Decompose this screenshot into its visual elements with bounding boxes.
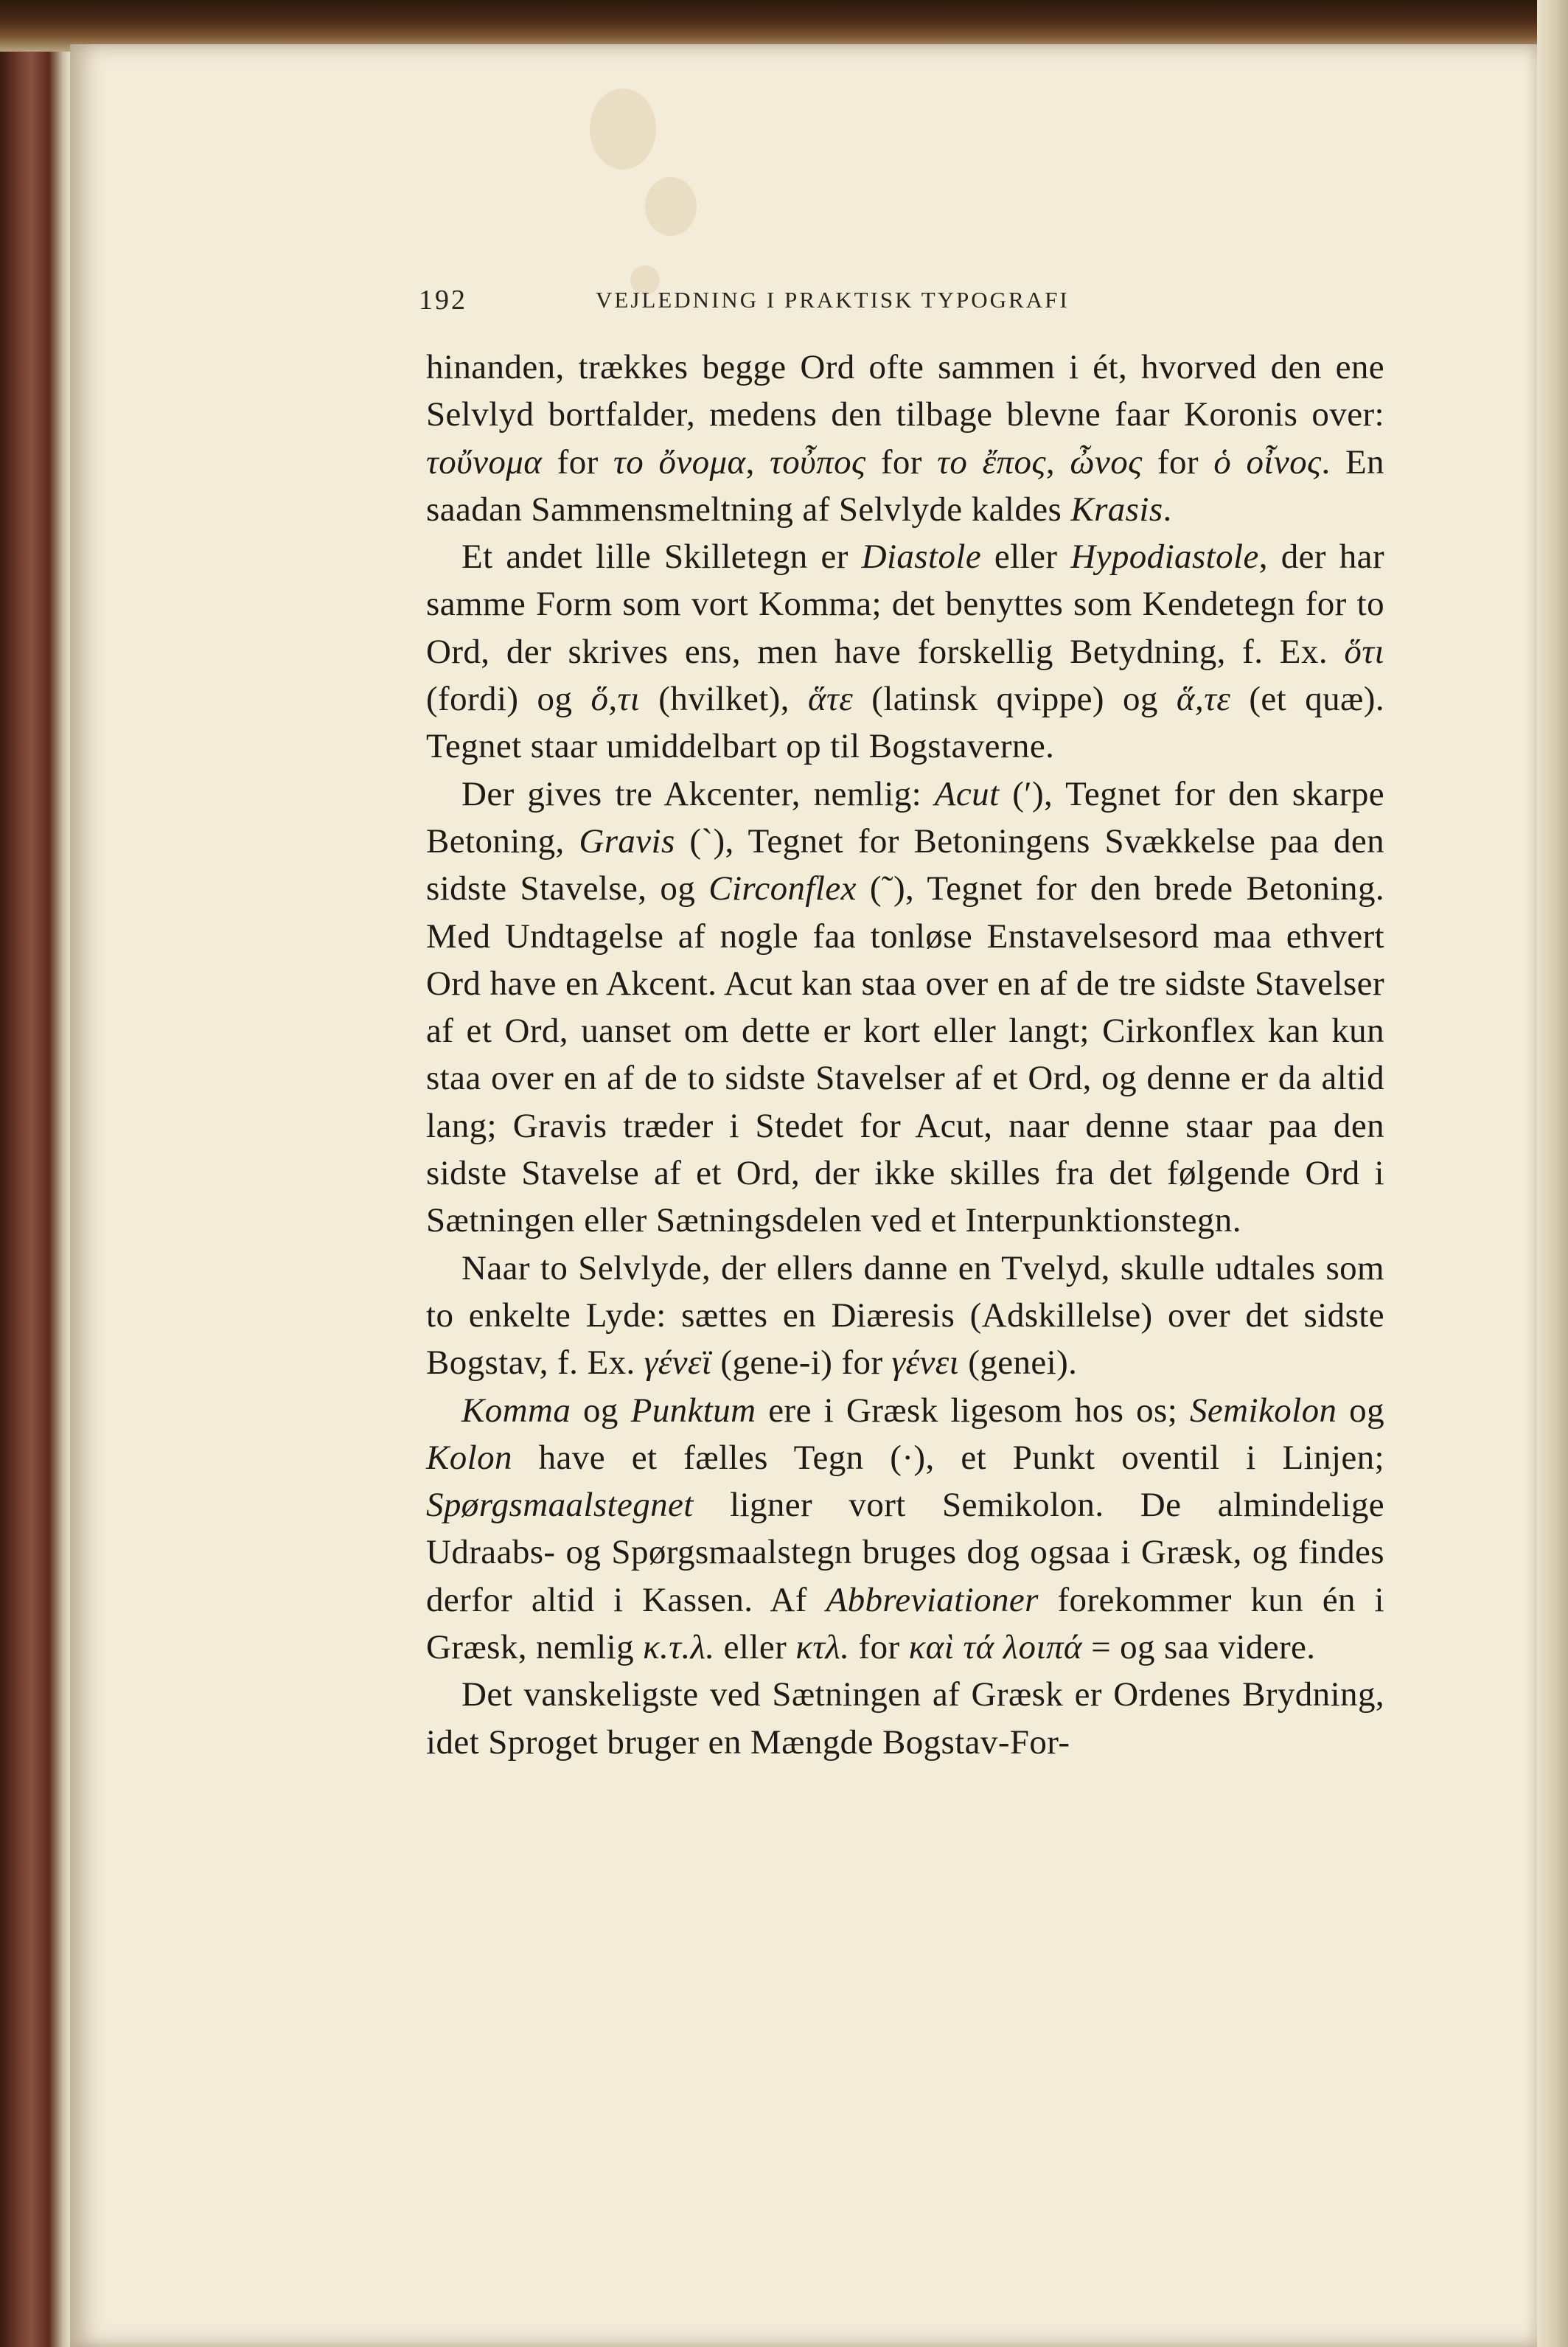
italic-text-run: γένει — [891, 1343, 960, 1383]
text-run: . — [1163, 490, 1172, 529]
text-run: , — [1045, 442, 1070, 481]
text-run: , — [745, 442, 770, 481]
italic-text-run: ὁ οἶνος — [1213, 442, 1322, 481]
italic-text-run: Komma — [461, 1391, 571, 1430]
italic-text-run: γένεϊ — [644, 1343, 712, 1383]
paragraph — [426, 1387, 1384, 1672]
text-run: (′), Tegnet for den skarpe Betoning, — [426, 774, 1384, 860]
text-run: (`), Tegnet for Betoningens Svækkelse paa den sidste Stavelse, og — [426, 821, 1384, 908]
italic-text-run: ὅτι — [1344, 632, 1384, 671]
paper-stain — [645, 177, 697, 236]
italic-text-run: ἅτε — [807, 680, 854, 719]
text-run: (῀), Tegnet for den brede Betoning. Med Undtagelse af nogle faa tonløse Enstavelsesord maa ethvert Ord have en Akcent. Acut kan staa over en af de tre sidste Stavelser af et Ord, uanset om dette er kort eller langt; Cirkonflex kan kun staa over en af de to sidste Stavelser af et Ord, og denne er da altid lang; Gravis træder i Stedet for Acut, naar denne staar paa den sidste Stavelse af et Ord, der ikke skilles fra det følgende Ord i Sætningen eller Sætningsdelen ved et Interpunktionstegn. — [426, 869, 1385, 1240]
text-run: Naar to Selvlyde, der ellers danne en Tvelyd, skulle udtales som to enkelte Lyde: sættes en Diæresis (Adskillelse) over det sidste Bogstav, f. Ex. — [426, 1248, 1384, 1383]
running-head: VEJLEDNING I PRAKTISK TYPOGRAFI — [596, 287, 1070, 313]
text-run: eller — [714, 1628, 796, 1667]
italic-text-run: κτλ. — [795, 1628, 850, 1667]
italic-text-run: κ.τ.λ. — [643, 1628, 715, 1667]
page-number: 192 — [419, 285, 467, 316]
italic-text-run: Abbreviationer — [826, 1580, 1039, 1619]
text-run: ligner vort Semikolon. De almindelige Udraabs- og Spørgsmaalstegn bruges dog ogsaa i Græsk, og findes derfor altid i Kassen. Af — [426, 1486, 1384, 1619]
text-run: hinanden, trækkes begge Ord ofte sammen i ét, hvorved den ene Selvlyd bortfalder, medens den tilbage blevne faar Koronis over: — [426, 348, 1384, 434]
text-run: og — [571, 1391, 631, 1430]
text-run: (fordi) og — [426, 680, 591, 719]
text-run: (et quæ). Tegnet staar umiddelbart op til Bogstaverne. — [426, 680, 1384, 766]
text-run: (genei). — [959, 1343, 1078, 1383]
italic-text-run: ὅ,τι — [590, 680, 641, 719]
page-right-edge — [1537, 0, 1568, 2347]
text-run: for — [1142, 442, 1214, 481]
text-run: for — [865, 442, 938, 481]
text-run: (hvilket), — [640, 680, 808, 719]
italic-text-run: Spørgsmaalstegnet — [426, 1486, 694, 1525]
page-header — [0, 284, 1568, 321]
italic-text-run: ἅ,τε — [1176, 680, 1231, 719]
text-run: Der gives tre Akcenter, nemlig: — [461, 774, 935, 813]
body-text — [426, 344, 1384, 1766]
italic-text-run: καὶ τά λοιπά — [908, 1628, 1082, 1667]
text-run: ere i Græsk ligesom hos os; — [756, 1391, 1190, 1430]
italic-text-run: ὦνος — [1070, 442, 1143, 481]
italic-text-run: τοὔνομα — [426, 442, 543, 481]
text-run: for — [542, 442, 613, 481]
paragraph — [426, 771, 1384, 1245]
text-run: eller — [981, 538, 1071, 577]
paragraph — [426, 1245, 1384, 1387]
italic-text-run: Punktum — [630, 1391, 756, 1430]
book-binding-edge — [0, 0, 70, 2347]
text-run: (gene-i) for — [711, 1343, 892, 1383]
italic-text-run: Hypodiastole — [1070, 538, 1259, 577]
text-run: og — [1337, 1391, 1384, 1430]
paper-stain — [590, 88, 656, 170]
italic-text-run: Diastole — [861, 538, 982, 577]
text-run: . En saadan Sammensmeltning af Selvlyde kaldes — [426, 442, 1384, 529]
italic-text-run: το ἔπος — [937, 442, 1046, 481]
text-run: Det vanskeligste ved Sætningen af Græsk er Ordenes Brydning, idet Sproget bruger en Mængde Bogstav-For- — [426, 1675, 1384, 1762]
text-run: (latinsk qvippe) og — [853, 680, 1177, 719]
italic-text-run: Gravis — [579, 821, 675, 860]
paragraph — [426, 1671, 1384, 1766]
paragraph — [426, 344, 1384, 533]
text-run: Et andet lille Skilletegn er — [461, 538, 862, 577]
text-run: = og saa videre. — [1081, 1628, 1316, 1667]
text-run: for — [849, 1628, 909, 1667]
text-run: have et fælles Tegn (·), et Punkt oventil i Linjen; — [512, 1438, 1384, 1477]
italic-text-run: Kolon — [426, 1438, 512, 1477]
italic-text-run: Circonflex — [708, 869, 857, 908]
italic-text-run: Semikolon — [1190, 1391, 1337, 1430]
paragraph — [426, 533, 1384, 770]
italic-text-run: το ὄνομα — [613, 442, 746, 481]
italic-text-run: τοὖπος — [770, 442, 866, 481]
text-run: , der har samme Form som vort Komma; det benyttes som Kendetegn for to Ord, der skrives ens, men have forskellig Betydning, f. Ex. — [426, 538, 1384, 671]
italic-text-run: Krasis — [1070, 490, 1163, 529]
text-run: forekommer kun én i Græsk, nemlig — [426, 1580, 1384, 1667]
italic-text-run: Acut — [934, 774, 1000, 813]
